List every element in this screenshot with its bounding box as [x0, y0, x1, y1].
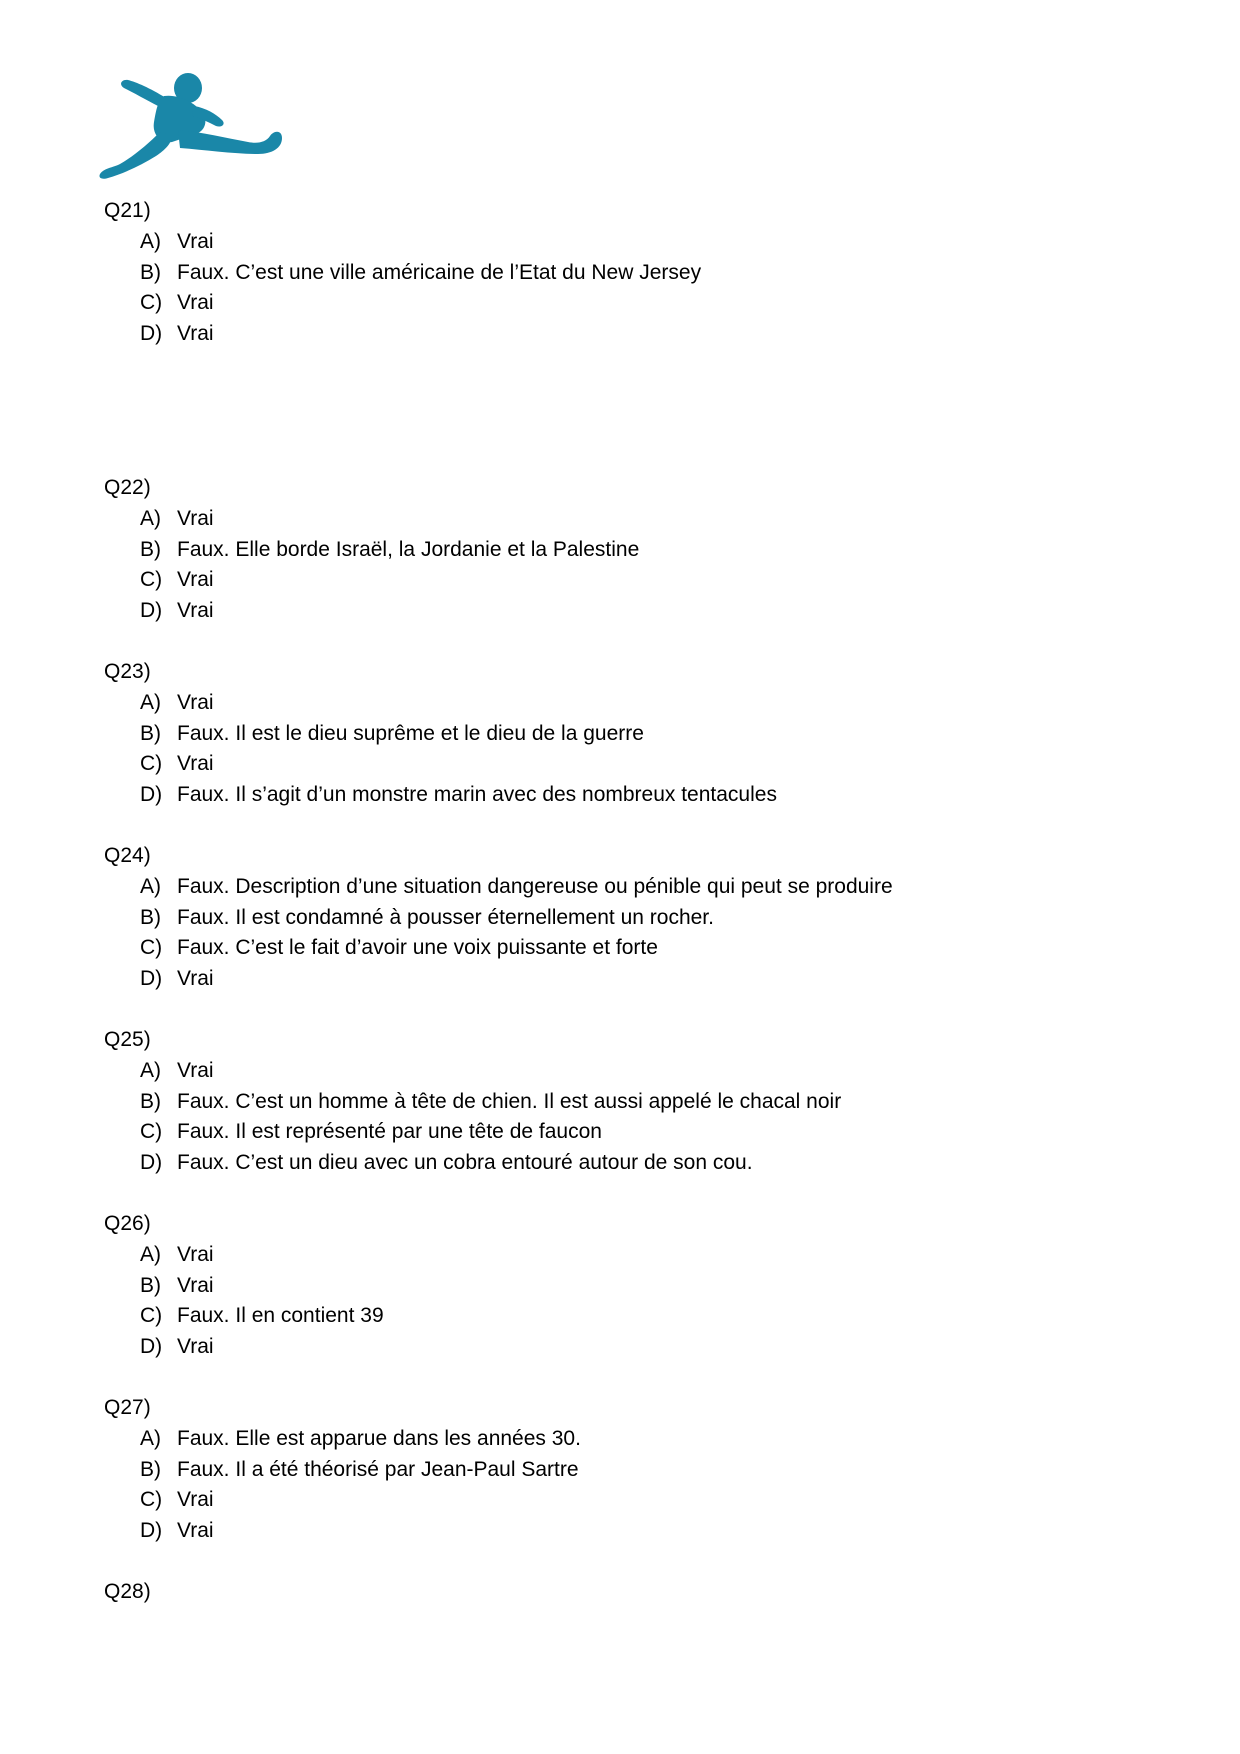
answer-text: Vrai	[177, 1058, 214, 1082]
answer-item	[104, 1148, 1144, 1179]
answer-letter: A)	[140, 1426, 161, 1450]
question-block	[104, 1577, 1144, 1608]
question-block	[104, 1209, 1144, 1363]
answer-item	[104, 1455, 1144, 1486]
answer-text: Faux. C’est le fait d’avoir une voix puissante et forte	[177, 936, 658, 960]
answer-letter: C)	[140, 1120, 163, 1144]
answer-text: Faux. Il en contient 39	[177, 1304, 384, 1328]
answer-text: Faux. Il a été théorisé par Jean-Paul Sartre	[177, 1457, 579, 1481]
answer-item	[104, 596, 1144, 627]
answer-letter: D)	[140, 599, 163, 623]
answer-letter: D)	[140, 967, 163, 991]
answer-text: Faux. Il est le dieu suprême et le dieu de la guerre	[177, 721, 644, 745]
answer-text: Faux. C’est une ville américaine de l’Etat du New Jersey	[177, 260, 702, 284]
question-block	[104, 1025, 1144, 1179]
answer-text: Vrai	[177, 1335, 214, 1359]
question-block	[104, 1393, 1144, 1547]
question-block	[104, 657, 1144, 811]
answer-item	[104, 288, 1144, 319]
answer-letter: A)	[140, 229, 161, 253]
answer-list	[104, 227, 1144, 350]
answer-letter: D)	[140, 1335, 163, 1359]
answer-item	[104, 1056, 1144, 1087]
answer-item	[104, 1332, 1144, 1363]
answer-text: Vrai	[177, 752, 214, 776]
answer-list	[104, 1240, 1144, 1363]
answer-letter: A)	[140, 690, 161, 714]
answer-letter: D)	[140, 1519, 163, 1543]
answer-item	[104, 1087, 1144, 1118]
question-label: Q26)	[104, 1211, 151, 1235]
question-label: Q22)	[104, 475, 151, 499]
answer-letter: C)	[140, 1488, 163, 1512]
answer-item	[104, 1271, 1144, 1302]
answer-letter: A)	[140, 506, 161, 530]
answer-letter: B)	[140, 905, 161, 929]
question-label: Q28)	[104, 1579, 151, 1603]
answer-item	[104, 872, 1144, 903]
answer-sheet	[104, 196, 1144, 1608]
runner-icon	[98, 68, 284, 180]
question-label: Q27)	[104, 1395, 151, 1419]
answer-letter: A)	[140, 1242, 161, 1266]
answer-text: Faux. C’est un dieu avec un cobra entouré autour de son cou.	[177, 1151, 753, 1175]
answer-text: Vrai	[177, 1242, 214, 1266]
question-label: Q25)	[104, 1027, 151, 1051]
answer-text: Vrai	[177, 1488, 214, 1512]
answer-list	[104, 872, 1144, 995]
answer-letter: D)	[140, 322, 163, 346]
answer-letter: B)	[140, 260, 161, 284]
answer-item	[104, 258, 1144, 289]
answer-text: Vrai	[177, 322, 214, 346]
answer-item	[104, 1240, 1144, 1271]
answer-text: Vrai	[177, 967, 214, 991]
answer-text: Faux. Description d’une situation dangereuse ou pénible qui peut se produire	[177, 874, 893, 898]
answer-item	[104, 719, 1144, 750]
answer-text: Vrai	[177, 568, 214, 592]
answer-text: Vrai	[177, 229, 214, 253]
answer-letter: D)	[140, 783, 163, 807]
question-block	[104, 196, 1144, 350]
answer-item	[104, 964, 1144, 995]
question-block	[104, 473, 1144, 627]
answer-item	[104, 1117, 1144, 1148]
answer-list	[104, 688, 1144, 811]
answer-list	[104, 504, 1144, 627]
answer-item	[104, 227, 1144, 258]
answer-list	[104, 1056, 1144, 1179]
answer-text: Faux. C’est un homme à tête de chien. Il est aussi appelé le chacal noir	[177, 1089, 842, 1113]
question-label: Q21)	[104, 199, 151, 222]
answer-item	[104, 903, 1144, 934]
answer-item	[104, 319, 1144, 350]
answer-letter: A)	[140, 874, 161, 898]
answer-item	[104, 1424, 1144, 1455]
answer-list	[104, 1424, 1144, 1547]
answer-item	[104, 688, 1144, 719]
answer-text: Faux. Il est représenté par une tête de faucon	[177, 1120, 602, 1144]
answer-item	[104, 1485, 1144, 1516]
answer-letter: B)	[140, 537, 161, 561]
answer-text: Faux. Elle borde Israël, la Jordanie et la Palestine	[177, 537, 640, 561]
answer-text: Faux. Il s’agit d’un monstre marin avec des nombreux tentacules	[177, 783, 777, 807]
answer-text: Vrai	[177, 291, 214, 315]
answer-item	[104, 749, 1144, 780]
answer-letter: C)	[140, 752, 163, 776]
answer-text: Faux. Il est condamné à pousser éternellement un rocher.	[177, 905, 714, 929]
answer-letter: C)	[140, 568, 163, 592]
answer-text: Vrai	[177, 506, 214, 530]
answer-text: Vrai	[177, 1273, 214, 1297]
answer-text: Faux. Elle est apparue dans les années 30.	[177, 1426, 581, 1450]
answer-letter: B)	[140, 1089, 161, 1113]
question-label: Q23)	[104, 659, 151, 683]
answer-letter: B)	[140, 721, 161, 745]
answer-item	[104, 1301, 1144, 1332]
answer-letter: C)	[140, 1304, 163, 1328]
answer-text: Vrai	[177, 599, 214, 623]
answer-item	[104, 535, 1144, 566]
answer-item	[104, 933, 1144, 964]
answer-item	[104, 1516, 1144, 1547]
answer-item	[104, 504, 1144, 535]
answer-text: Vrai	[177, 690, 214, 714]
answer-letter: B)	[140, 1273, 161, 1297]
answer-text: Vrai	[177, 1519, 214, 1543]
answer-letter: C)	[140, 936, 163, 960]
answer-item	[104, 780, 1144, 811]
answer-letter: B)	[140, 1457, 161, 1481]
question-block	[104, 841, 1144, 995]
answer-letter: C)	[140, 291, 163, 315]
answer-letter: A)	[140, 1058, 161, 1082]
question-label: Q24)	[104, 843, 151, 867]
answer-item	[104, 565, 1144, 596]
answer-letter: D)	[140, 1151, 163, 1175]
